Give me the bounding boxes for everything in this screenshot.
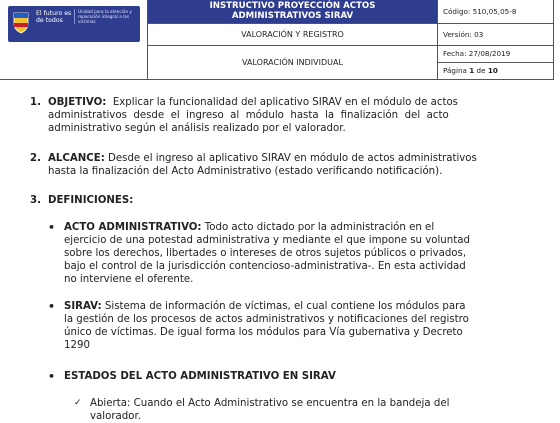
state-open-text-1: Abierta: Cuando el Acto Administrativo se encuentra en la bandeja del	[90, 398, 450, 409]
process-name: VALORACIÓN Y REGISTRO	[241, 30, 344, 39]
logo-main-text: El futuro es de todos	[36, 10, 72, 24]
objective-label: OBJETIVO:	[48, 97, 107, 108]
scope-line-1	[48, 152, 528, 165]
document-header	[0, 0, 554, 80]
acto-line-1	[64, 221, 526, 234]
objective-text-3: administrativo según el análisis realizado por el valorador.	[48, 123, 346, 134]
process-cell	[148, 24, 438, 46]
document-code: Código: 510,05,05-8	[443, 7, 517, 16]
bullet-icon: •	[48, 221, 56, 234]
scope-text-1: Desde el ingreso al aplicativo SIRAV en módulo de actos administrativos	[108, 153, 477, 164]
section-number: 3.	[30, 195, 41, 206]
document-date: Fecha: 27/08/2019	[443, 49, 511, 58]
sirav-line-1	[64, 300, 534, 313]
objective-text-1: Explicar la funcionalidad del aplicativo SIRAV en el módulo de actos	[112, 97, 458, 108]
states-heading: ESTADOS DEL ACTO ADMINISTRATIVO EN SIRAV	[64, 371, 336, 382]
state-open-text-2: valorador.	[90, 411, 141, 422]
acto-text-3: sobre los derechos, libertades o intereses de otros sujetos públicos o privados,	[64, 248, 467, 259]
date-cell	[438, 46, 554, 63]
logo-cell	[0, 0, 148, 80]
logo-sub-text: Unidad para la atención y reparación integral a las víctimas	[74, 9, 142, 24]
page-current: 1	[469, 66, 475, 75]
title-line-2: ADMINISTRATIVOS SIRAV	[231, 11, 354, 21]
sirav-text-3: único de víctimas. De igual forma los módulos para Vía gubernativa y Decreto	[64, 327, 463, 338]
acto-text-4: bajo el control de la jurisdicción contencioso-administrativa-. En esta actividad	[64, 261, 466, 272]
acto-text-2: ejercicio de una potestad administrativa y mediante el que impone su voluntad	[64, 235, 470, 246]
definitions-label: DEFINICIONES:	[48, 195, 134, 206]
sirav-text-1: Sistema de información de víctimas, el cual contiene los módulos para	[104, 301, 466, 312]
page-prefix: Página	[443, 66, 470, 75]
page-cell	[438, 63, 554, 80]
sirav-text-4: 1290	[64, 340, 90, 351]
page-mid: de	[474, 66, 488, 75]
acto-text-1: Todo acto dictado por la administración en el	[204, 222, 435, 233]
sirav-label: SIRAV:	[64, 301, 102, 312]
document-title	[148, 0, 438, 24]
title-line-1: INSTRUCTIVO PROYECCIÓN ACTOS	[209, 1, 376, 11]
document-version: Versión: 03	[443, 30, 484, 39]
bullet-icon: •	[48, 370, 56, 383]
version-cell	[438, 24, 554, 46]
scope-text-2: hasta la finalización del Acto Administrativo (estado verificando notificación).	[48, 166, 443, 177]
scope-label: ALCANCE:	[48, 153, 105, 164]
subprocess-name: VALORACIÓN INDIVIDUAL	[242, 58, 343, 67]
sirav-text-2: la gestión de los procesos de actos administrativos y notificaciones del registro	[64, 314, 469, 325]
coat-of-arms-icon	[12, 10, 30, 34]
subprocess-cell	[148, 46, 438, 80]
objective-line-1	[48, 96, 524, 109]
acto-label: ACTO ADMINISTRATIVO:	[64, 222, 202, 233]
checkmark-icon: ✓	[74, 398, 82, 408]
bullet-icon: •	[48, 300, 56, 313]
entity-logo	[8, 6, 140, 42]
section-number: 2.	[30, 153, 41, 164]
page-total: 10	[487, 66, 498, 75]
objective-text-2: administrativos desde el ingreso al módulo hasta la finalización del acto	[48, 110, 449, 121]
section-number: 1.	[30, 97, 41, 108]
acto-text-5: no interviene el oferente.	[64, 274, 194, 285]
code-cell	[438, 0, 554, 24]
